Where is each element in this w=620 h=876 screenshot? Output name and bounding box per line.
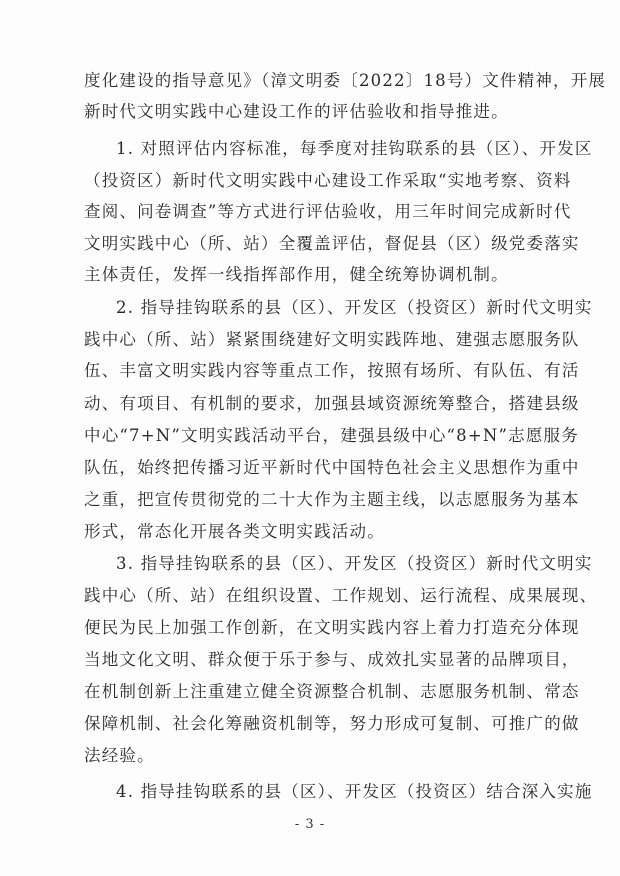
text-line: 便民为民上加强工作创新，在文明实践内容上着力打造充分体现 <box>84 618 580 637</box>
text-line: 践中心（所、站）在组织设置、工作规划、运行流程、成果展现、 <box>84 586 598 605</box>
text-line: 动、有项目、有机制的要求，加强县域资源统筹整合，搭建县级 <box>84 394 580 413</box>
text-line: 新时代文明实践中心建设工作的评估验收和指导推进。 <box>84 102 509 121</box>
text-line: 当地文化文明、群众便于乐于参与、成效扎实显著的品牌项目， <box>84 650 580 669</box>
text-line: 保障机制、社会化筹融资机制等，努力形成可复制、可推广的做 <box>84 714 580 733</box>
text-line: 2. 指导挂钩联系的县（区）、开发区（投资区）新时代文明实 <box>116 298 593 317</box>
text-line: （投资区）新时代文明实践中心建设工作采取“实地考察、资料 <box>84 171 572 190</box>
text-line: 查阅、问卷调查”等方式进行评估验收，用三年时间完成新时代 <box>84 202 572 221</box>
text-line: 队伍，始终把传播习近平新时代中国特色社会主义思想作为重中 <box>84 458 580 477</box>
text-line: 4. 指导挂钩联系的县（区）、开发区（投资区）结合深入实施 <box>116 782 593 801</box>
text-line: 在机制创新上注重建立健全资源整合机制、志愿服务机制、常态 <box>84 682 580 701</box>
text-line: 3. 指导挂钩联系的县（区）、开发区（投资区）新时代文明实 <box>116 554 593 573</box>
text-line: 度化建设的指导意见》（漳文明委〔2022〕18号）文件精神，开展 <box>84 71 607 90</box>
text-line: 践中心（所、站）紧紧围绕建好文明实践阵地、建强志愿服务队 <box>84 330 580 349</box>
text-line: 法经验。 <box>84 746 155 765</box>
text-line: 之重，把宣传贯彻党的二十大作为主题主线，以志愿服务为基本 <box>84 490 580 509</box>
text-line: 中心“7+N”文明实践活动平台，建强县级中心“8+N”志愿服务 <box>84 426 579 445</box>
text-line: 伍、丰富文明实践内容等重点工作，按照有场所、有队伍、有活 <box>84 361 580 380</box>
text-line: 形式，常态化开展各类文明实践活动。 <box>84 522 385 541</box>
page-number: - 3 - <box>294 817 326 832</box>
text-line: 主体责任，发挥一线指挥部作用，健全统筹协调机制。 <box>84 265 509 284</box>
text-line: 1. 对照评估内容标准，每季度对挂钩联系的县（区）、开发区 <box>116 139 593 158</box>
text-line: 文明实践中心（所、站）全覆盖评估，督促县（区）级党委落实 <box>84 234 580 253</box>
